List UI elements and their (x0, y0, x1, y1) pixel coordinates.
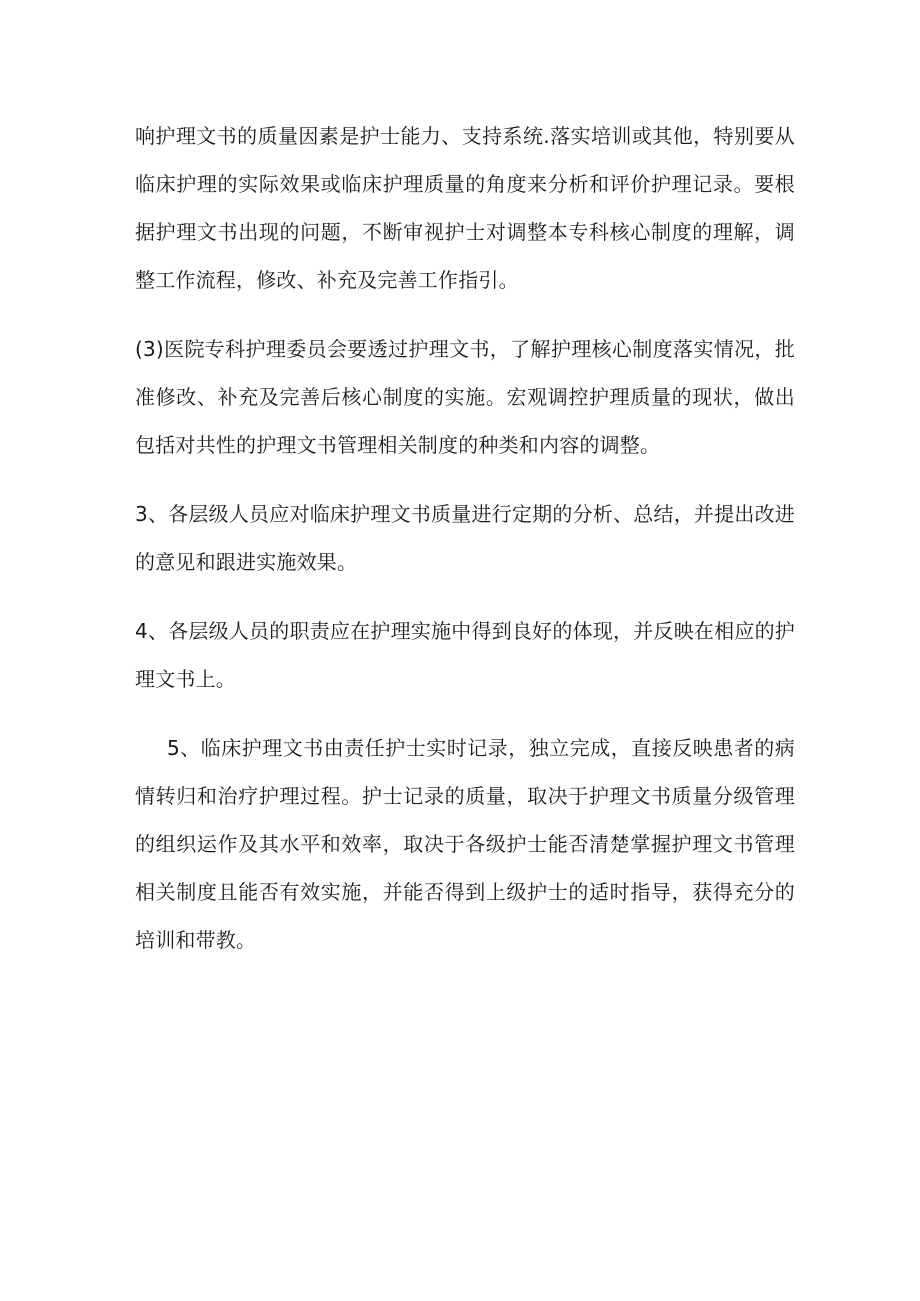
paragraph-item-3-sub: (3)医院专科护理委员会要透过护理文书，了解护理核心制度落实情况，批准修改、补充及完善后核心制度的实施。宏观调控护理质量的现状，做出包括对共性的护理文书管理相关制度的种类和内容的调整。 (135, 337, 795, 457)
paragraph-item-4: 4、各层级人员的职责应在护理实施中得到良好的体现，并反映在相应的护理文书上。 (135, 619, 795, 691)
paragraph-item-5: 5、临床护理文书由责任护士实时记录，独立完成，直接反映患者的病情转归和治疗护理过程。护士记录的质量，取决于护理文书质量分级管理的组织运作及其水平和效率，取决于各级护士能否清楚掌握护理文书管理相关制度且能否有效实施，并能否得到上级护士的适时指导，获得充分的培训和带教。 (135, 736, 795, 952)
paragraph-item-3: 3、各层级人员应对临床护理文书质量进行定期的分析、总结，并提出改进的意见和跟进实施效果。 (135, 502, 795, 574)
paragraph-continuation: 响护理文书的质量因素是护士能力、支持系统.落实培训或其他，特别要从临床护理的实际效果或临床护理质量的角度来分析和评价护理记录。要根据护理文书出现的问题，不断审视护士对调整本专科核心制度的理解，调整工作流程，修改、补充及完善工作指引。 (135, 124, 795, 292)
document-body (135, 112, 795, 964)
